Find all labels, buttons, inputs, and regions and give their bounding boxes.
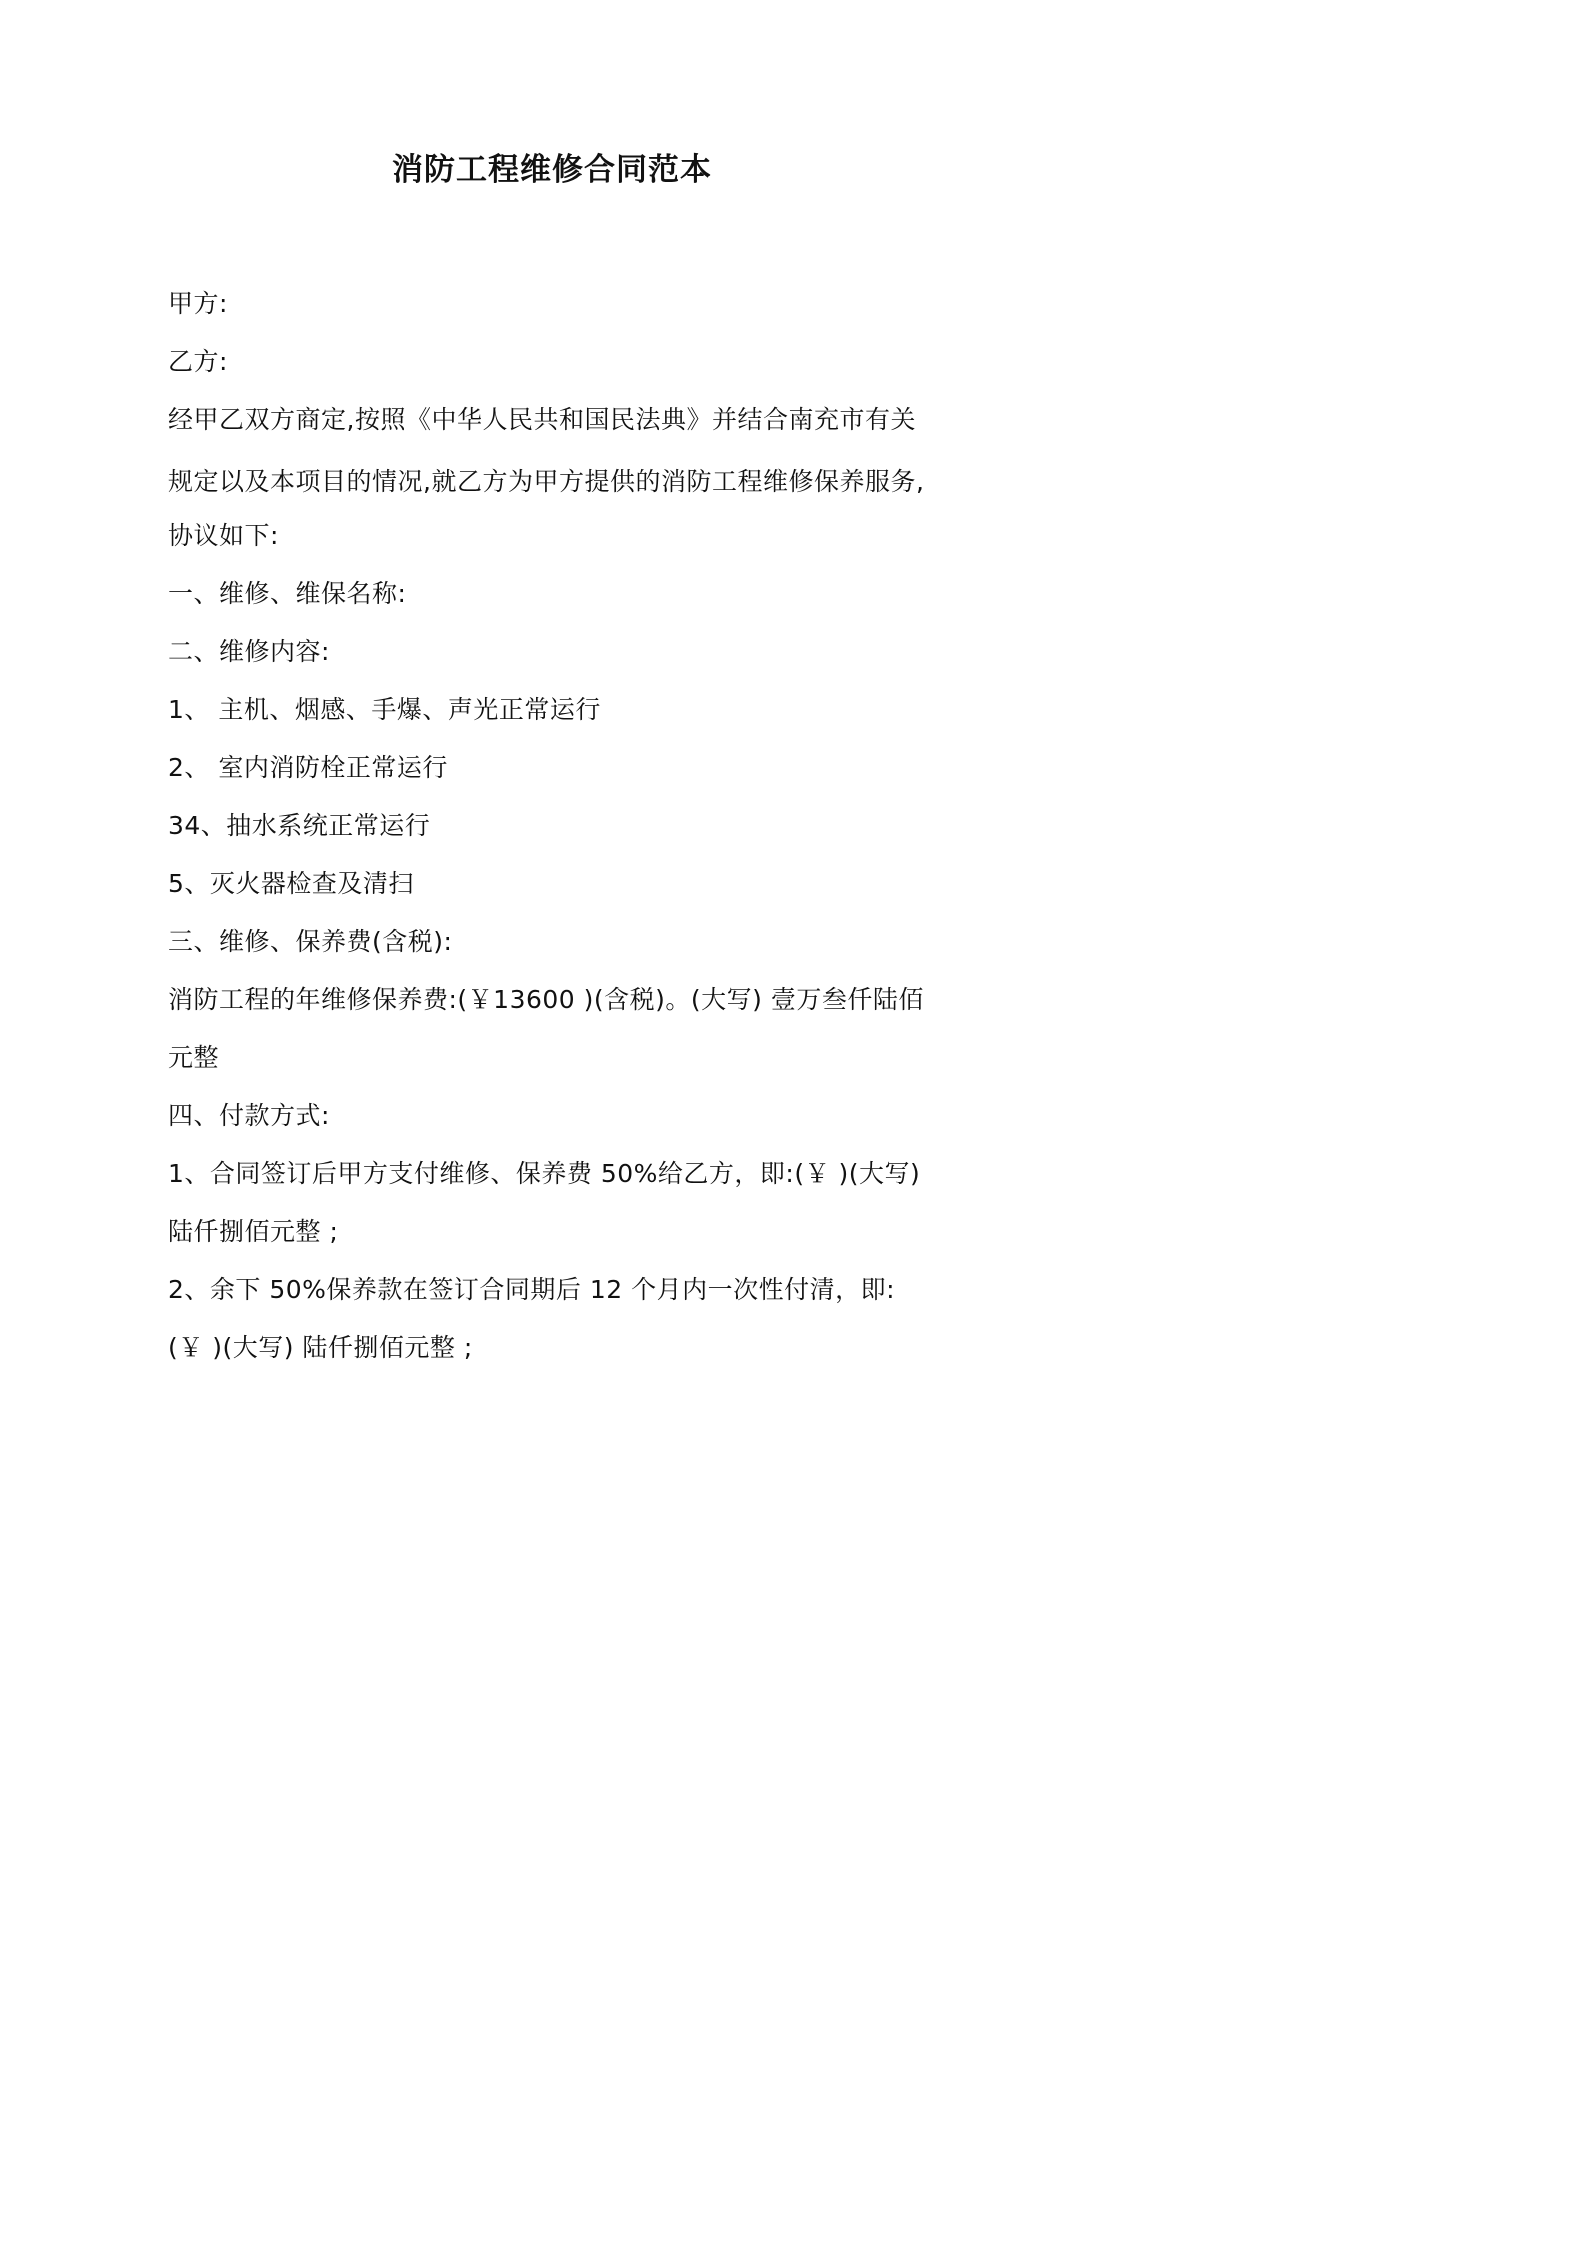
- section-heading-4: 四、付款方式:: [168, 1101, 330, 1130]
- payment-item-1-line-2: 陆仟捌佰元整 ;: [168, 1217, 339, 1246]
- payment-item-1-line-1: 1、合同签订后甲方支付维修、保养费 50%给乙方，即:(￥ )(大写): [168, 1159, 921, 1188]
- content-item-1: 1、 主机、烟感、手爆、声光正常运行: [168, 695, 601, 724]
- document-page: [0, 0, 1104, 1560]
- party-a-line: 甲方:: [168, 289, 228, 318]
- preamble-line-1: 经甲乙双方商定,按照《中华人民共和国民法典》并结合南充市有关: [168, 405, 916, 434]
- content-item-4: 5、灭火器检查及清扫: [168, 869, 414, 898]
- content-item-3: 34、抽水系统正常运行: [168, 811, 431, 840]
- payment-item-2-line-1: 2、余下 50%保养款在签订合同期后 12 个月内一次性付清，即:: [168, 1275, 896, 1304]
- section-heading-1: 一、维修、维保名称:: [168, 579, 407, 608]
- document-title: 消防工程维修合同范本: [392, 152, 712, 188]
- section-heading-3: 三、维修、保养费(含税):: [168, 927, 453, 956]
- fee-line-1: 消防工程的年维修保养费:(￥13600 )(含税)。(大写) 壹万叁仟陆佰: [168, 985, 924, 1014]
- fee-line-2: 元整: [168, 1043, 220, 1072]
- payment-item-2-line-2: (￥ )(大写) 陆仟捌佰元整 ;: [168, 1333, 473, 1362]
- section-heading-2: 二、维修内容:: [168, 637, 330, 666]
- content-item-2: 2、 室内消防栓正常运行: [168, 753, 448, 782]
- preamble-line-2: 规定以及本项目的情况,就乙方为甲方提供的消防工程维修保养服务,: [168, 467, 925, 496]
- party-b-line: 乙方:: [168, 347, 228, 376]
- preamble-line-3: 协议如下:: [168, 521, 279, 550]
